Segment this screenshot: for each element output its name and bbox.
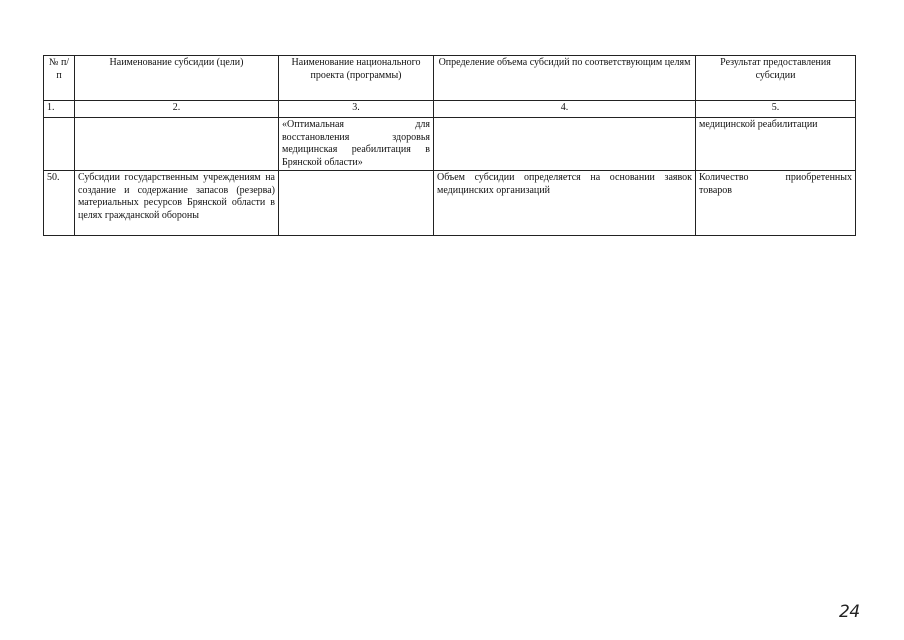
header-national-project: Наименование национального проекта (программы) (279, 56, 434, 101)
column-number: 1. (44, 101, 75, 118)
header-number: № п/п (44, 56, 75, 101)
header-subsidy-name: Наименование субсидии (цели) (75, 56, 279, 101)
result-cell: медицинской реабилитации (696, 118, 856, 171)
column-number: 2. (75, 101, 279, 118)
subsidy-name-cell (75, 118, 279, 171)
header-volume-definition: Определение объема субсидий по соответствующим целям (434, 56, 696, 101)
column-number: 5. (696, 101, 856, 118)
national-project-cell: «Оптимальная для восстановления здоровья медицинская реабилитация в Брянской области» (279, 118, 434, 171)
subsidy-name-cell: Субсидии государственным учреждениям на создание и содержание запасов (резерва) материальных ресурсов Брянской области в целях гражданской обороны (75, 171, 279, 236)
volume-definition-cell (434, 118, 696, 171)
table-row (44, 118, 856, 171)
table-header-row (44, 56, 856, 101)
table-row (44, 171, 856, 236)
header-result: Результат предоставления субсидии (696, 56, 856, 101)
national-project-cell (279, 171, 434, 236)
column-number: 4. (434, 101, 696, 118)
volume-definition-cell: Объем субсидии определяется на основании заявок медицинских организаций (434, 171, 696, 236)
row-number: 50. (44, 171, 75, 236)
row-number (44, 118, 75, 171)
column-number-row (44, 101, 856, 118)
page-number: 24 (839, 602, 860, 622)
result-cell: Количество приобретенных товаров (696, 171, 856, 236)
subsidy-table (43, 55, 856, 236)
column-number: 3. (279, 101, 434, 118)
